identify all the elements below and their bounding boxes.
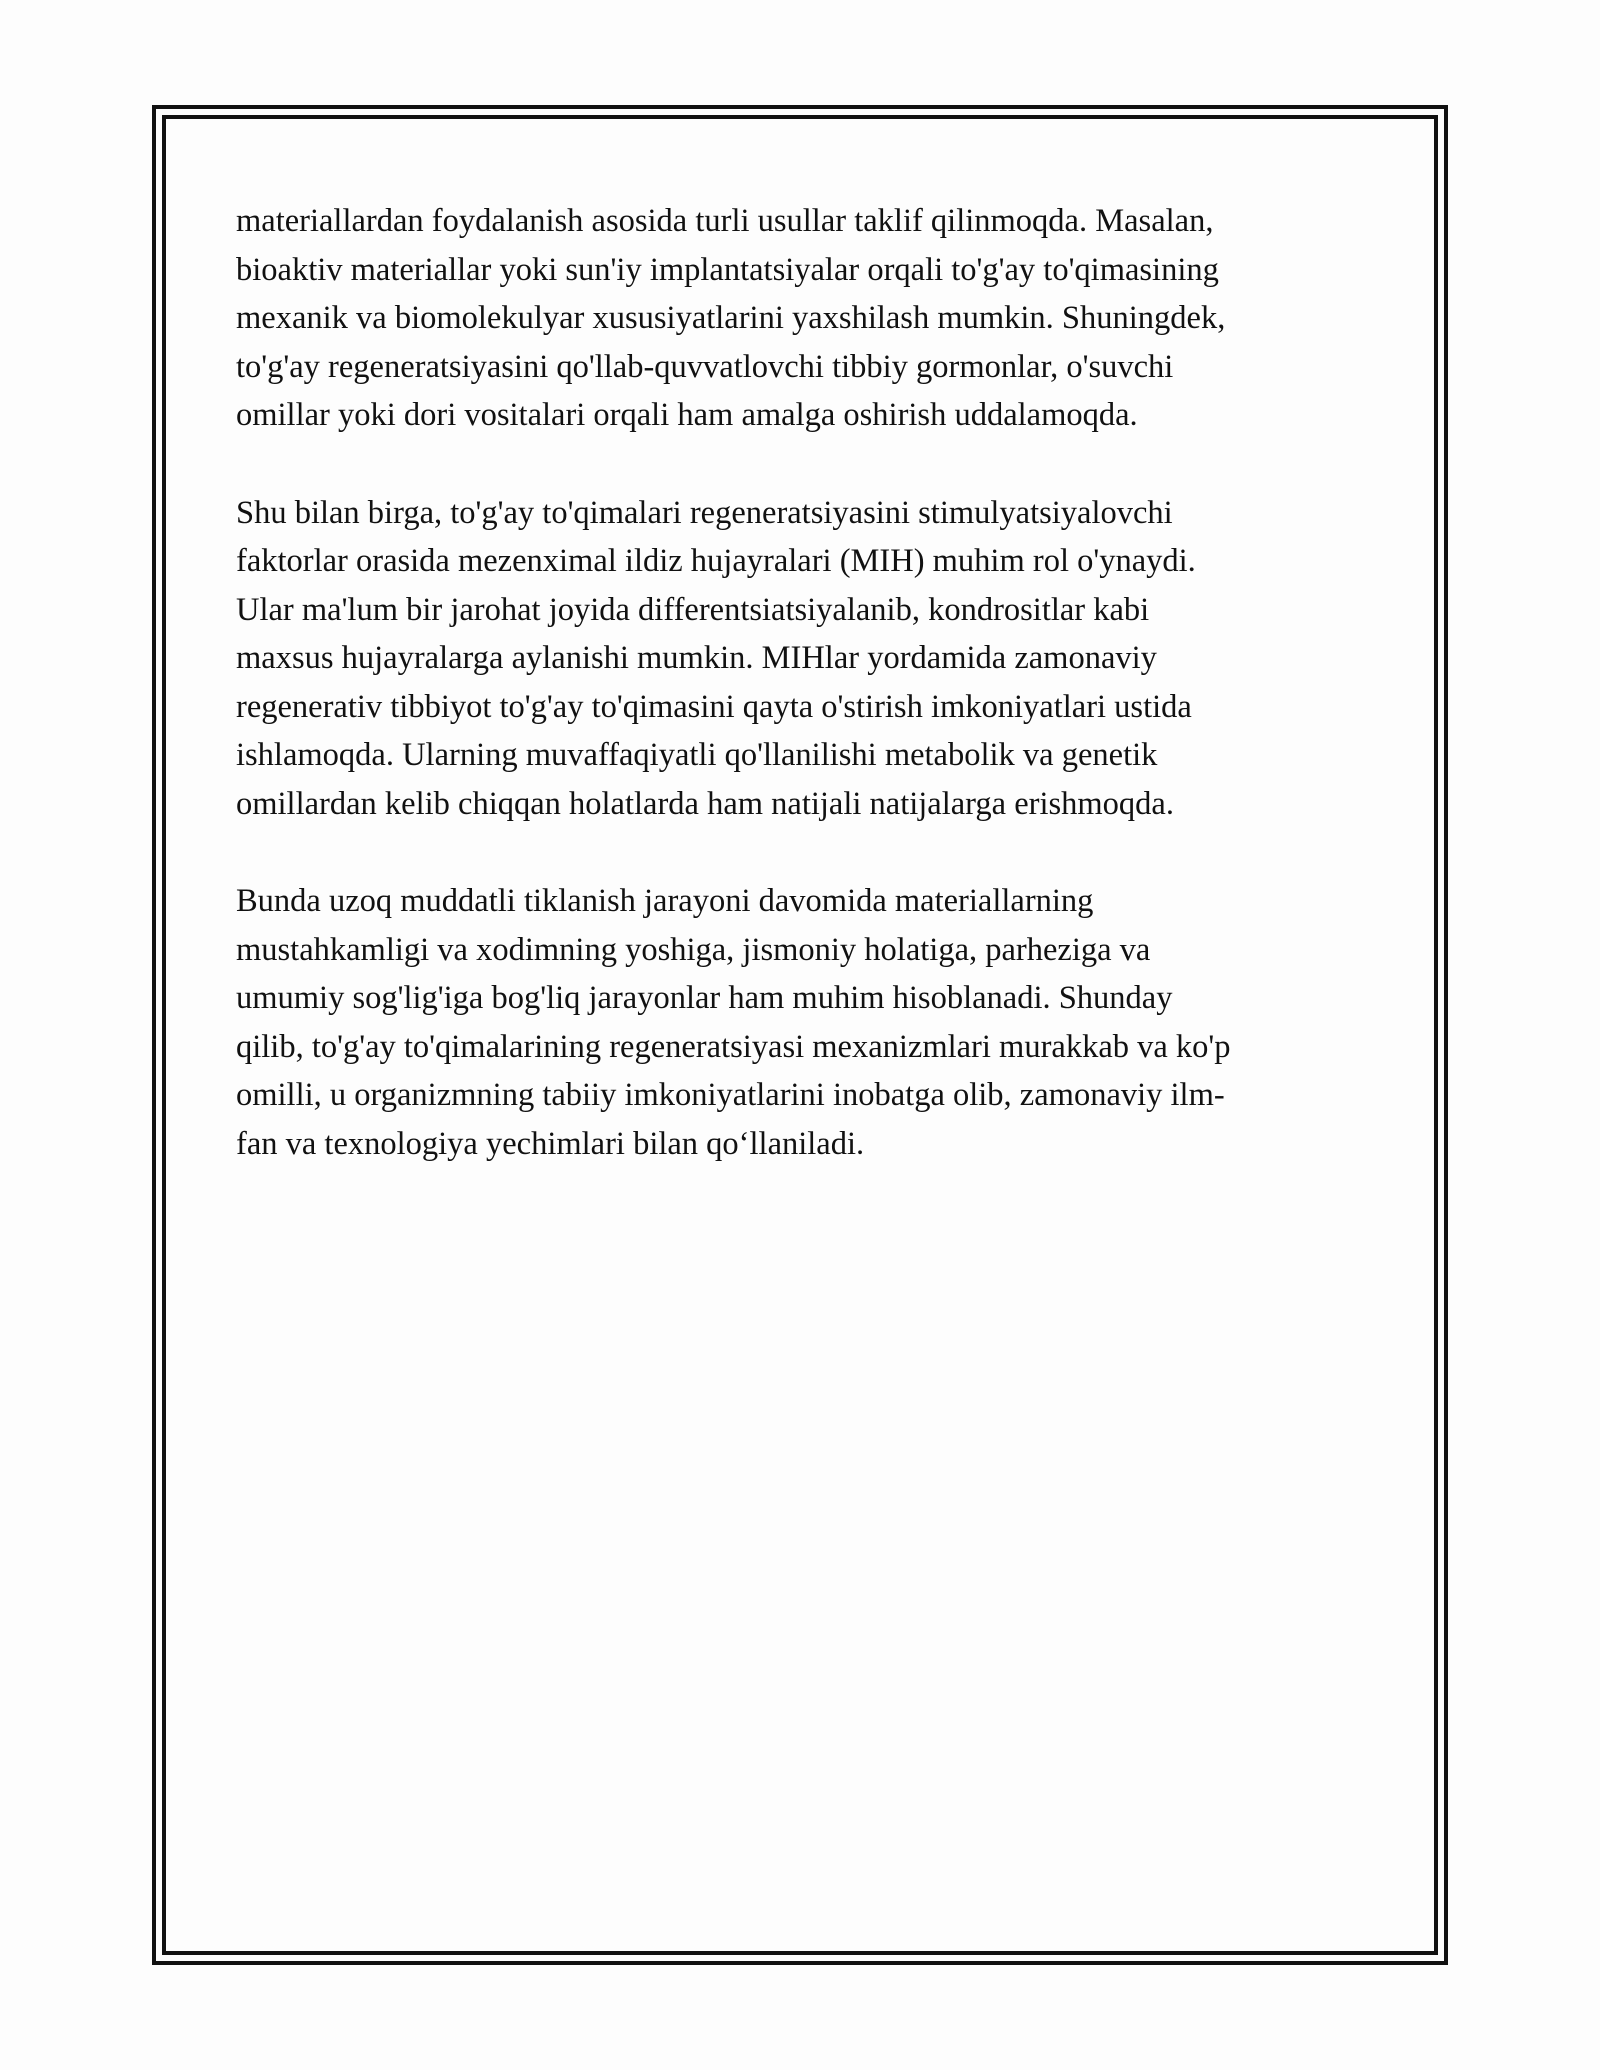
text-line: fan va texnologiya yechimlari bilan qo‘llaniladi. <box>236 1125 865 1162</box>
paragraph-2 <box>236 489 1366 829</box>
text-line: Shu bilan birga, to'g'ay to'qimalari regeneratsiyasini stimulyatsiyalovchi <box>236 494 1173 531</box>
text-line: omillar yoki dori vositalari orqali ham amalga oshirish uddalamoqda. <box>236 397 1138 433</box>
text-line: materiallardan foydalanish asosida turli usullar taklif qilinmoqda. Masalan, <box>236 203 1214 239</box>
text-line: regenerativ tibbiyot to'g'ay to'qimasini qayta o'stirish imkoniyatlari ustida <box>236 688 1192 725</box>
text-line: maxsus hujayralarga aylanishi mumkin. MIHlar yordamida zamonaviy <box>236 640 1157 676</box>
text-line: Ular ma'lum bir jarohat joyida differentsiatsiyalanib, kondrositlar kabi <box>236 591 1150 628</box>
document-body <box>236 197 1366 1217</box>
text-line: omilli, u organizmning tabiiy imkoniyatlarini inobatga olib, zamonaviy ilm- <box>236 1077 1225 1113</box>
text-line: qilib, to'g'ay to'qimalarining regeneratsiyasi mexanizmlari murakkab va ko'p <box>236 1028 1231 1065</box>
text-line: faktorlar orasida mezenximal ildiz hujayralari (MIH) muhim rol o'ynaydi. <box>236 543 1196 579</box>
text-line: bioaktiv materiallar yoki sun'iy implantatsiyalar orqali to'g'ay to'qimasining <box>236 251 1219 288</box>
page-frame <box>162 115 1438 1955</box>
text-line: mexanik va biomolekulyar xususiyatlarini yaxshilash mumkin. Shuningdek, <box>236 300 1226 336</box>
text-line: omillardan kelib chiqqan holatlarda ham natijali natijalarga erishmoqda. <box>236 785 1174 822</box>
text-line: mustahkamligi va xodimning yoshiga, jismoniy holatiga, parheziga va <box>236 931 1151 968</box>
text-line: Bunda uzoq muddatli tiklanish jarayoni davomida materiallarning <box>236 883 1094 919</box>
text-line: to'g'ay regeneratsiyasini qo'llab-quvvatlovchi tibbiy gormonlar, o'suvchi <box>236 348 1174 385</box>
paragraph-1 <box>236 197 1366 440</box>
page-border <box>152 105 1448 1965</box>
paragraph-3 <box>236 877 1366 1168</box>
text-line: umumiy sog'lig'iga bog'liq jarayonlar ham muhim hisoblanadi. Shunday <box>236 980 1173 1016</box>
text-line: ishlamoqda. Ularning muvaffaqiyatli qo'llanilishi metabolik va genetik <box>236 737 1158 773</box>
